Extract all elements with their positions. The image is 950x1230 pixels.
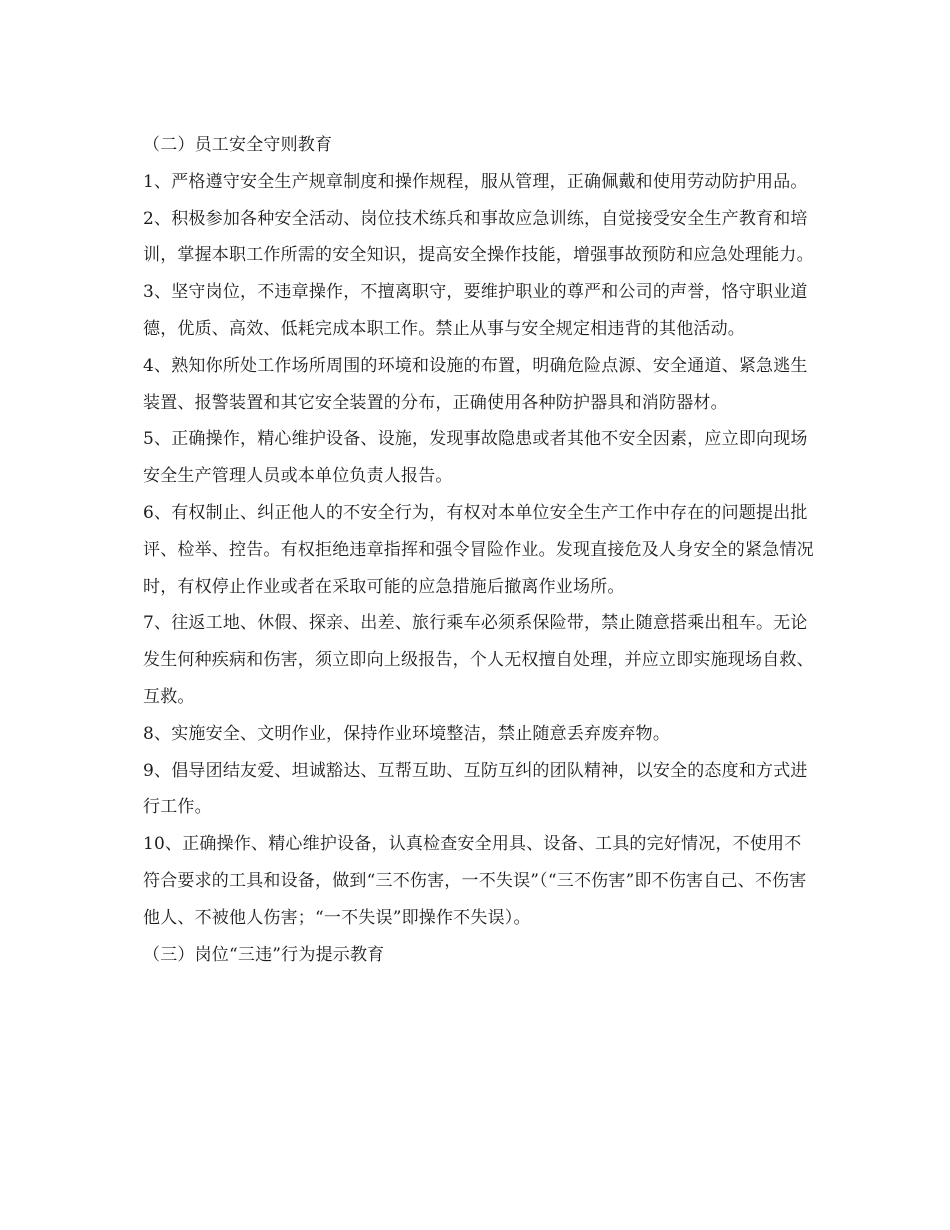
rule-item-10: 10、正确操作、精心维护设备，认真检查安全用具、设备、工具的完好情况，不使用不符合要求的工具和设备，做到“三不伤害，一不失误”（“三不伤害”即不伤害自己、不伤害他人、不被他人伤害；“一不失误”即操作不失误）。 xyxy=(143,834,807,928)
rule-item-5: 5、正确操作，精心维护设备、设施，发现事故隐患或者其他不安全因素，应立即向现场安全生产管理人员或本单位负责人报告。 xyxy=(143,429,808,487)
rule-item-2: 2、积极参加各种安全活动、岗位技术练兵和事故应急训练，自觉接受安全生产教育和培训，掌握本职工作所需的安全知识，提高安全操作技能，增强事故预防和应急处理能力。 xyxy=(143,208,814,266)
rule-item-6: 6、有权制止、纠正他人的不安全行为，有权对本单位安全生产工作中存在的问题提出批评、检举、控告。有权拒绝违章指挥和强令冒险作业。发现直接危及人身安全的紧急情况时，有权停止作业或者在采取可能的应急措施后撤离作业场所。 xyxy=(143,502,814,597)
section-heading-3: （三）岗位“三违”行为提示教育 xyxy=(143,944,385,965)
rule-item-9: 9、倡导团结友爱、坦诚豁达、互帮互助、互防互纠的团队精神，以安全的态度和方式进行工作。 xyxy=(143,760,808,818)
document-body xyxy=(143,127,815,973)
rule-item-8: 8、实施安全、文明作业，保持作业环境整洁，禁止随意丢弃废弃物。 xyxy=(143,723,671,744)
rule-item-3: 3、坚守岗位，不违章操作，不擅离职守，要维护职业的尊严和公司的声誉，恪守职业道德，优质、高效、低耗完成本职工作。禁止从事与安全规定相违背的其他活动。 xyxy=(143,282,808,339)
section-heading-2: （二）员工安全守则教育 xyxy=(143,135,333,155)
rule-item-7: 7、往返工地、休假、探亲、出差、旅行乘车必须系保险带，禁止随意搭乘出租车。无论发生何种疾病和伤害，须立即向上级报告，个人无权擅自处理，并应立即实施现场自救、互救。 xyxy=(143,613,814,707)
rule-item-1: 1、严格遵守安全生产规章制度和操作规程，服从管理，正确佩戴和使用劳动防护用品。 xyxy=(143,171,808,192)
rule-item-4: 4、熟知你所处工作场所周围的环境和设施的布置，明确危险点源、安全通道、紧急逃生装置、报警装置和其它安全装置的分布，正确使用各种防护器具和消防器材。 xyxy=(143,355,808,413)
